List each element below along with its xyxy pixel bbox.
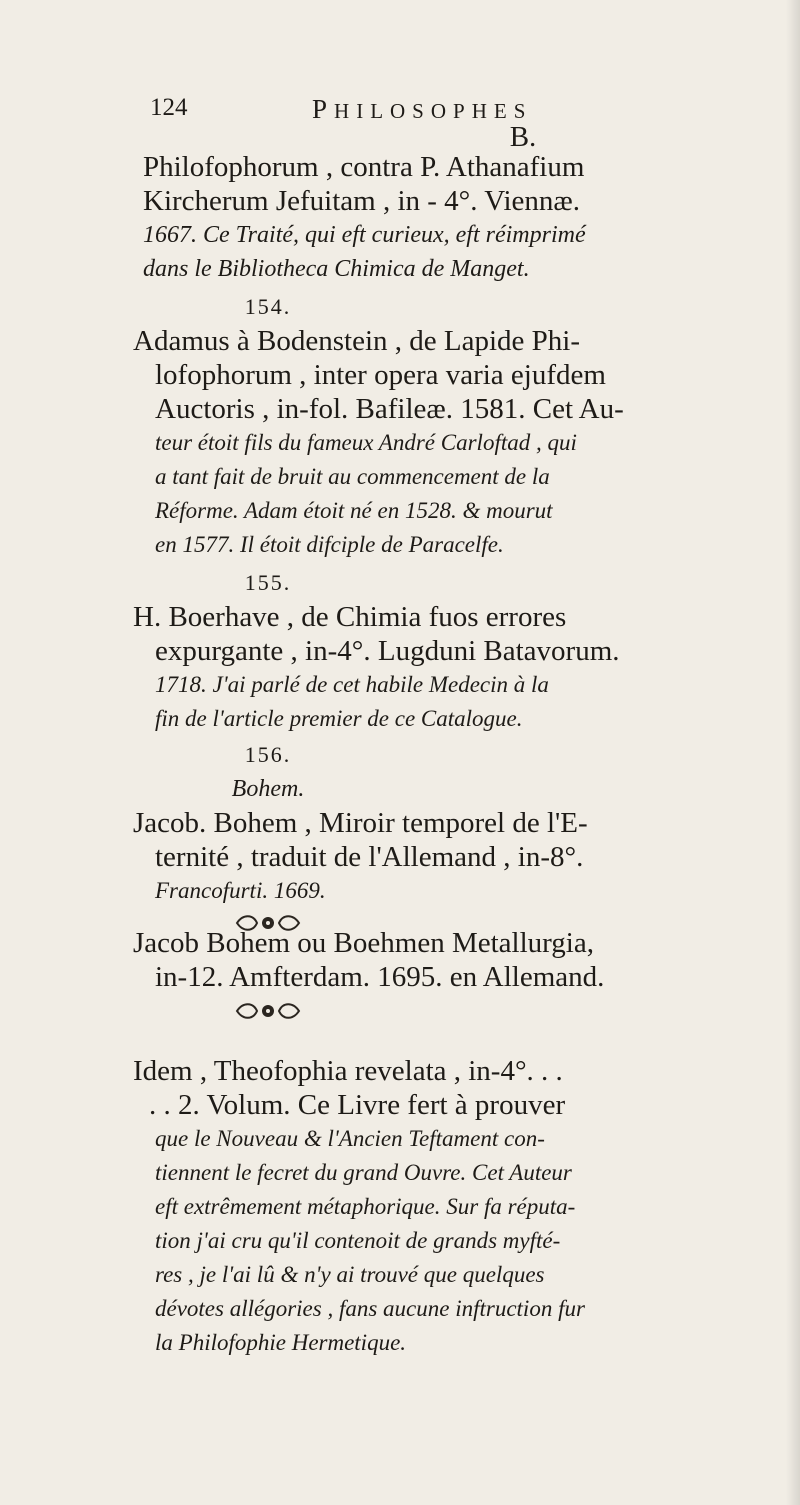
entry-156 <box>133 738 783 940</box>
entry-155 <box>133 566 783 736</box>
running-title-initial: P <box>312 94 335 124</box>
entry-line: que le Nouveau & l'Ancien Teftament con- <box>155 1126 545 1151</box>
section-letter-block <box>143 120 783 154</box>
page-edge-shadow <box>786 0 800 1505</box>
entry-number: 155. <box>244 570 292 595</box>
entry-line: en 1577. Il étoit difciple de Paracelfe. <box>155 532 504 557</box>
entry-line: tiennent le fecret du grand Ouvre. Cet Auteur <box>155 1160 572 1185</box>
entry-line: a tant fait de bruit au commencement de la <box>155 464 550 489</box>
entry-line: Idem , Theofophia revelata , in-4°. . . <box>133 1055 563 1087</box>
entry-continuation <box>143 150 783 286</box>
entry-line: . . 2. Volum. Ce Livre fert à prouver <box>149 1089 566 1121</box>
entry-metallurgia <box>133 926 783 1028</box>
entry-line: tion j'ai cru qu'il contenoit de grands myfté- <box>155 1228 561 1253</box>
entry-number: 154. <box>244 294 292 319</box>
entry-line: 1718. J'ai parlé de cet habile Medecin à la <box>155 672 549 697</box>
entry-line: Francofurti. 1669. <box>155 878 326 903</box>
entry-line: Jacob Bohem ou Boehmen Metallurgia, <box>133 927 594 959</box>
entry-line: Adamus à Bodenstein , de Lapide Phi- <box>133 325 580 357</box>
entry-line: res , je l'ai lû & n'y ai trouvé que quelques <box>155 1262 545 1287</box>
entry-line: Réforme. Adam étoit né en 1528. & mourut <box>155 498 553 523</box>
entry-line: in-12. Amfterdam. 1695. en Allemand. <box>155 961 605 993</box>
fleuron-icon <box>233 1000 303 1022</box>
entry-line: expurgante , in-4°. Lugduni Batavorum. <box>155 635 620 667</box>
section-letter: B. <box>509 121 537 153</box>
entry-line: Kircherum Jefuitam , in - 4°. Viennæ. <box>143 185 580 217</box>
entry-line: eft extrêmement métaphorique. Sur fa réputa- <box>155 1194 576 1219</box>
entry-subheading: Bohem. <box>231 776 305 802</box>
entry-theosophia <box>133 1054 783 1360</box>
entry-line: lofophorum , inter opera varia ejufdem <box>155 359 606 391</box>
entry-line: Jacob. Bohem , Miroir temporel de l'E- <box>133 807 588 839</box>
entry-line: Auctoris , in-fol. Bafileæ. 1581. Cet Au- <box>155 393 624 425</box>
entry-line: ternité , traduit de l'Allemand , in-8°. <box>155 841 584 873</box>
entry-line: Philofophorum , contra P. Athanafium <box>143 151 585 183</box>
entry-154 <box>133 290 783 562</box>
entry-line: teur étoit fils du fameux André Carloftad , qui <box>155 430 577 455</box>
entry-line: fin de l'article premier de ce Catalogue. <box>155 706 523 731</box>
entry-line: dévotes allégories , fans aucune inftruction fur <box>155 1296 585 1321</box>
entry-line: 1667. Ce Traité, qui eft curieux, eft réimprimé <box>143 222 586 248</box>
entry-line: H. Boerhave , de Chimia fuos errores <box>133 601 567 633</box>
entry-line: dans le Bibliotheca Chimica de Manget. <box>143 256 530 282</box>
entry-line: la Philofophie Hermetique. <box>155 1330 407 1355</box>
fleuron-ornament <box>143 1000 393 1028</box>
entry-number: 156. <box>244 742 292 767</box>
running-title-rest: HILOSOPHES <box>334 99 533 123</box>
page-number: 124 <box>150 94 188 121</box>
